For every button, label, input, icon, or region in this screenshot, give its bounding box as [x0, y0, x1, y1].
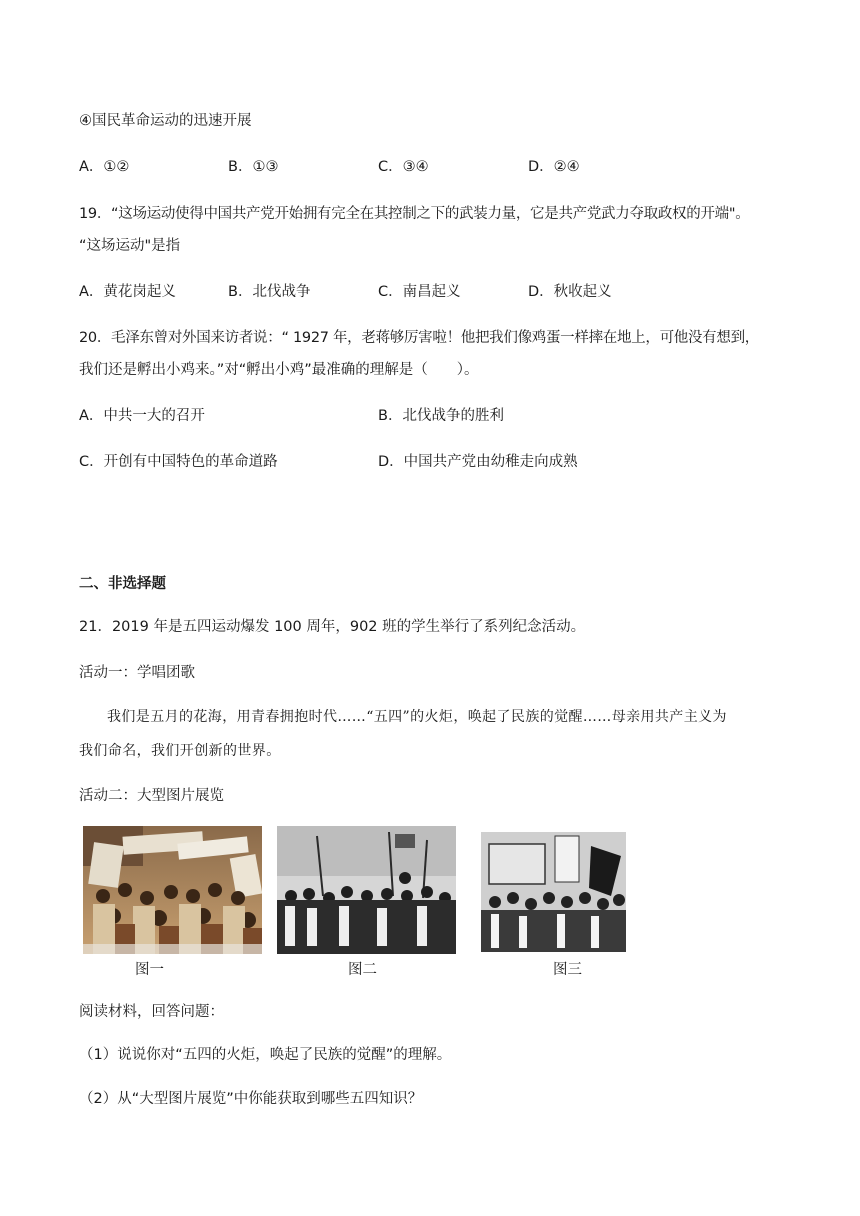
q20-option-a: A．中共一大的召开: [79, 408, 205, 424]
caption-figure-2: 图二: [348, 962, 377, 978]
q21-intro: 21．2019 年是五四运动爆发 100 周年，902 班的学生举行了系列纪念活动。: [79, 619, 586, 635]
q18-item-4: ④国民革命运动的迅速开展: [79, 113, 252, 129]
activity-1-title: 活动一：学唱团歌: [79, 665, 195, 681]
image-2-icon: [277, 826, 456, 954]
q18-option-a: A．①②: [79, 159, 130, 175]
q20-stem-line1: 20．毛泽东曾对外国来访者说：“ 1927 年，老蒋够厉害啦！他把我们像鸡蛋一样摔在地上，可他没有想到，: [79, 330, 759, 346]
caption-figure-1: 图一: [135, 962, 164, 978]
q18-option-b: B．①③: [228, 159, 279, 175]
q20-option-d: D．中国共产党由幼稚走向成熟: [378, 454, 578, 470]
image-3-icon: [471, 826, 632, 954]
image-1-icon: [83, 826, 262, 954]
q20-option-b: B．北伐战争的胜利: [378, 408, 504, 424]
q19-option-c: C．南昌起义: [378, 284, 461, 300]
read-prompt: 阅读材料，回答问题：: [79, 1004, 224, 1020]
song-lyrics-line1: 我们是五月的花海，用青春拥抱时代……“五四”的火炬，唤起了民族的觉醒……母亲用共产主义为: [107, 709, 727, 725]
caption-figure-3: 图三: [553, 962, 582, 978]
q20-stem-line2: 我们还是孵出小鸡来。”对“孵出小鸡”最准确的理解是（ ）。: [79, 362, 479, 378]
section-heading: 二、非选择题: [79, 576, 166, 592]
q18-option-c: C．③④: [378, 159, 429, 175]
q18-option-d: D．②④: [528, 159, 580, 175]
q19-option-d: D．秋收起义: [528, 284, 612, 300]
sub-question-2: （2）从“大型图片展览”中你能获取到哪些五四知识？: [79, 1091, 423, 1107]
activity-2-title: 活动二：大型图片展览: [79, 788, 224, 804]
q20-option-c: C．开创有中国特色的革命道路: [79, 454, 278, 470]
q19-stem-line2: “这场运动"是指: [79, 238, 181, 254]
song-lyrics-line2: 我们命名，我们开创新的世界。: [79, 743, 281, 759]
q19-stem-line1: 19．“这场运动使得中国共产党开始拥有完全在其控制之下的武装力量，它是共产党武力夺取政权的开端"。: [79, 206, 750, 222]
sub-question-1: （1）说说你对“五四的火炬，唤起了民族的觉醒”的理解。: [79, 1047, 452, 1063]
q19-option-b: B．北伐战争: [228, 284, 311, 300]
q19-option-a: A．黄花岗起义: [79, 284, 176, 300]
